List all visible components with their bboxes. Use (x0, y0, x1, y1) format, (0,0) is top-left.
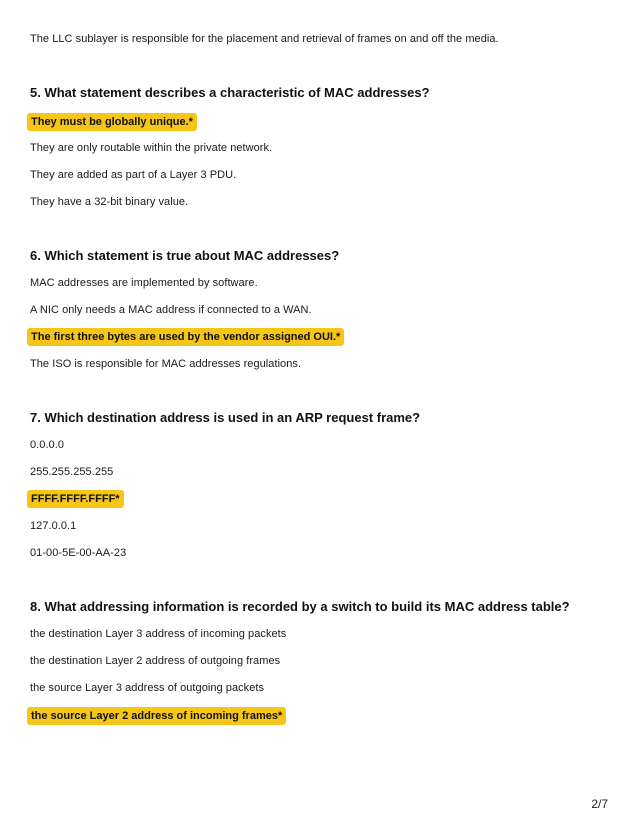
question-8-option-1: the destination Layer 3 address of incoming packets (30, 628, 287, 640)
intro-text: The LLC sublayer is responsible for the placement and retrieval of frames on and off the media. (30, 33, 499, 45)
question-5-option-4: They have a 32-bit binary value. (30, 196, 189, 208)
question-7-title: 7. Which destination address is used in an ARP request frame? (30, 410, 421, 425)
question-8-option-2: the destination Layer 2 address of outgoing frames (30, 655, 281, 667)
question-6-option-3-correct: The first three bytes are used by the vendor assigned OUI.* (27, 328, 344, 346)
question-8-option-4-correct: the source Layer 2 address of incoming frames* (27, 707, 286, 725)
question-7-option-4: 127.0.0.1 (30, 520, 77, 532)
question-6-option-4: The ISO is responsible for MAC addresses regulations. (30, 358, 302, 370)
question-5-option-1-correct: They must be globally unique.* (27, 113, 197, 131)
question-8-title: 8. What addressing information is recorded by a switch to build its MAC address table? (30, 599, 570, 614)
question-6-option-2: A NIC only needs a MAC address if connected to a WAN. (30, 304, 312, 316)
question-6-option-1: MAC addresses are implemented by software. (30, 277, 258, 289)
question-7-option-2: 255.255.255.255 (30, 466, 114, 478)
question-7-option-3-correct: FFFF.FFFF.FFFF* (27, 490, 124, 508)
question-6-title: 6. Which statement is true about MAC addresses? (30, 248, 340, 263)
question-5-title: 5. What statement describes a characteristic of MAC addresses? (30, 85, 430, 100)
question-5-option-3: They are added as part of a Layer 3 PDU. (30, 169, 237, 181)
question-7-option-5: 01-00-5E-00-AA-23 (30, 547, 127, 559)
question-8-option-3: the source Layer 3 address of outgoing packets (30, 682, 265, 694)
question-7-option-1: 0.0.0.0 (30, 439, 64, 451)
question-5-option-2: They are only routable within the private network. (30, 142, 273, 154)
page-number: 2/7 (591, 797, 608, 811)
